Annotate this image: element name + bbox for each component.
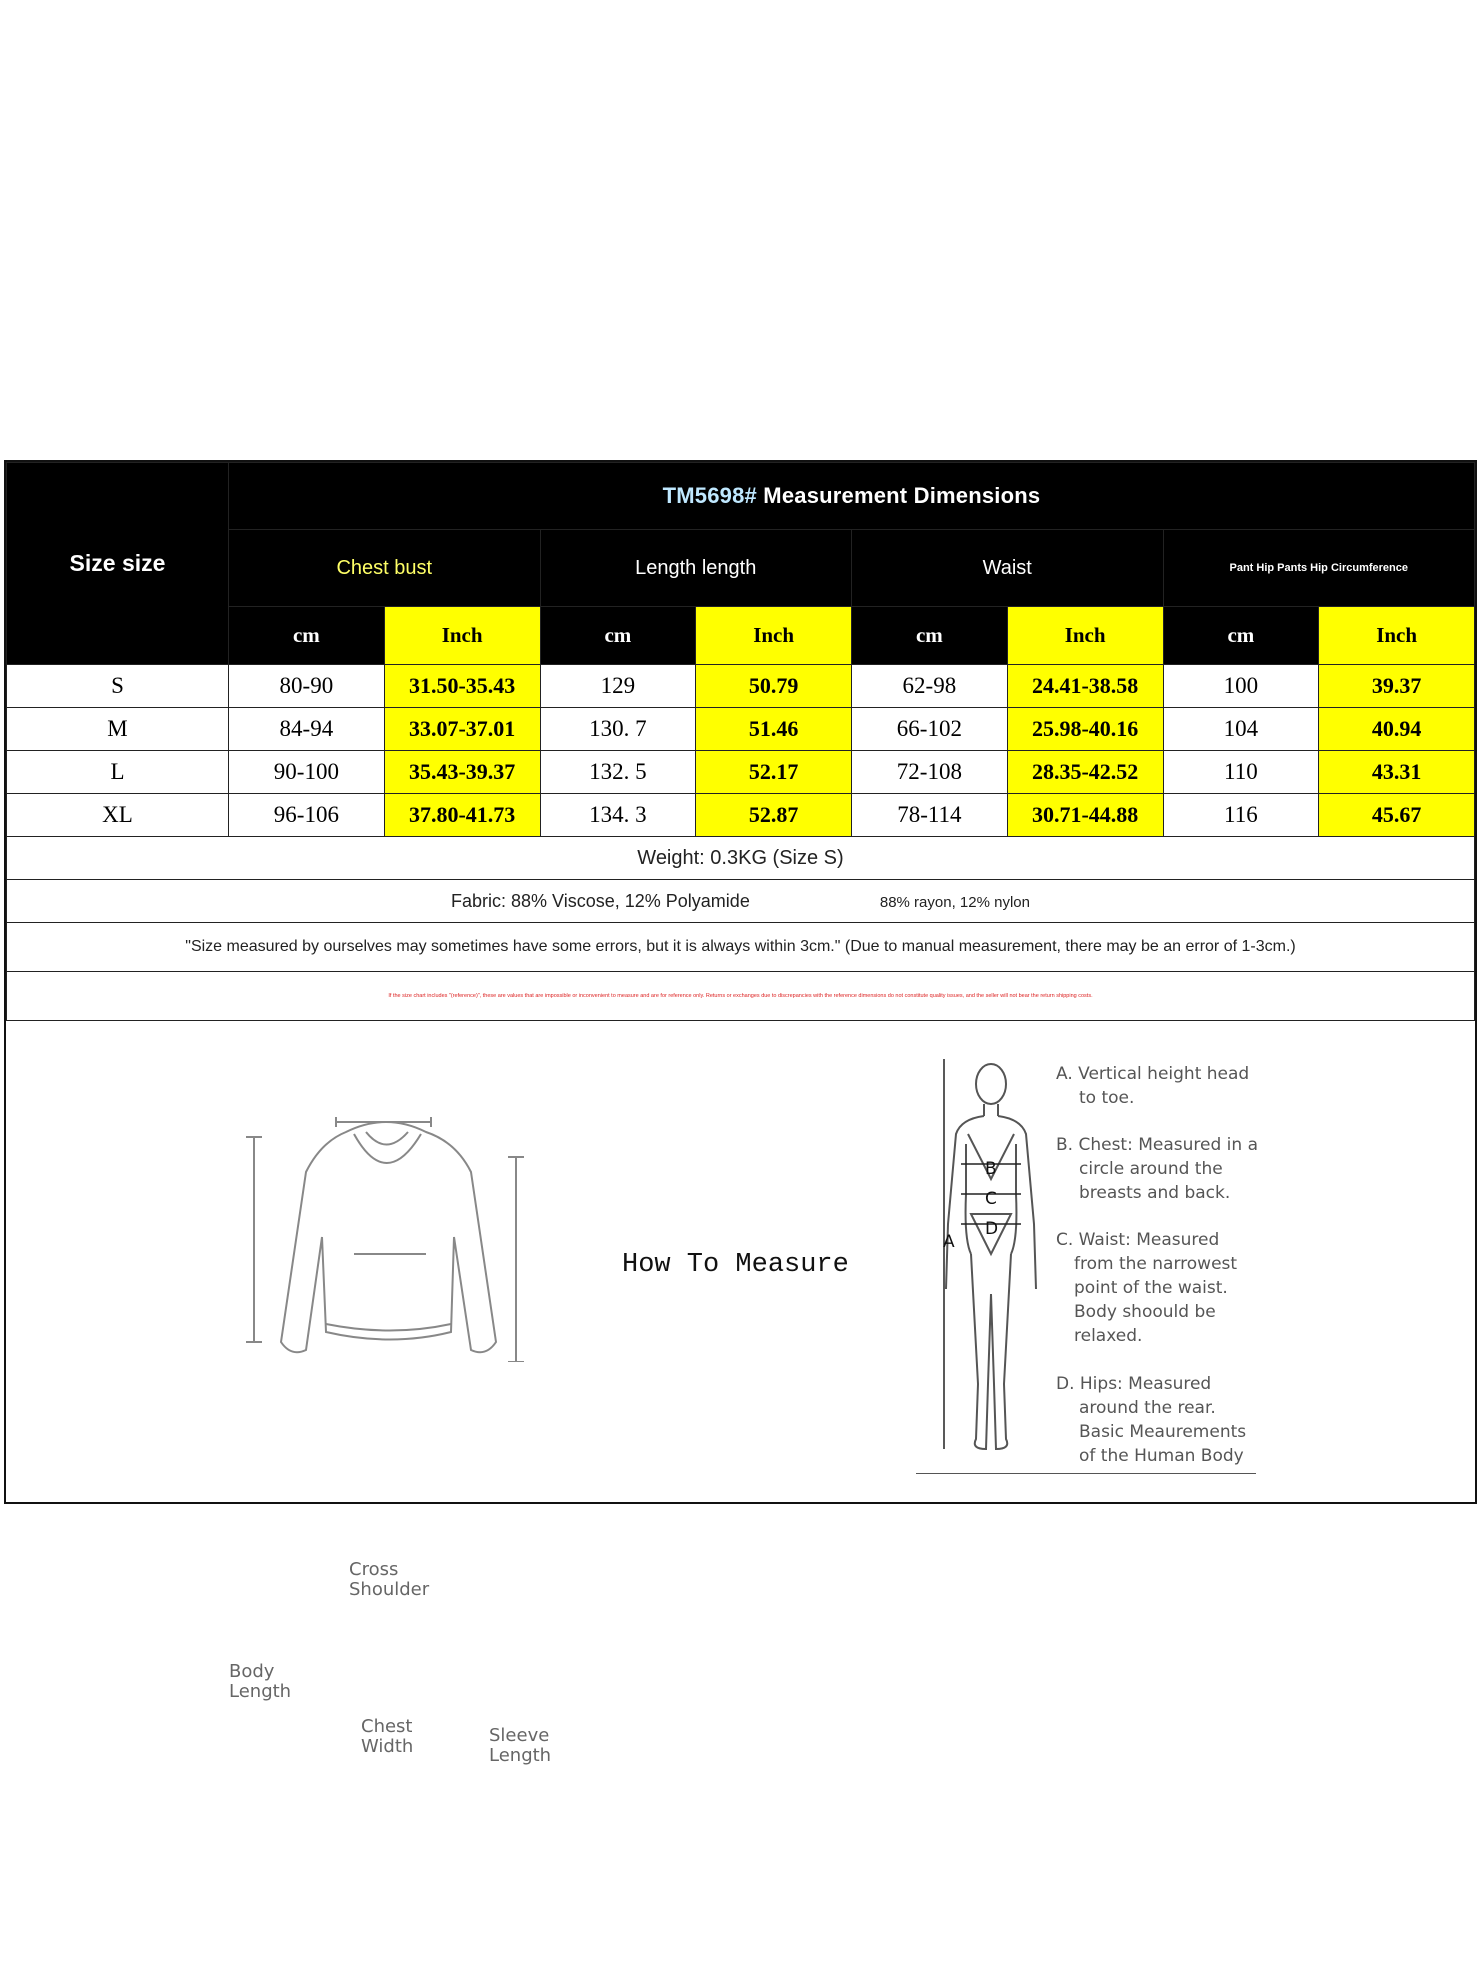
- table-cell: 52.87: [696, 794, 852, 837]
- fine-print: If the size chart includes "(reference)", these are values that are impossible or inconvenient to measure and are for reference only. Returns or exchanges due to discrepancies with the reference dimensions do not constitute quality issues, and the seller will not bear the return shipping costs.: [7, 972, 1475, 1021]
- legend-d: D. Hips: Measured around the rear. Basic Meaurements of the Human Body: [1056, 1374, 1247, 1466]
- group-waist: Waist: [852, 530, 1164, 607]
- size-label: S: [7, 665, 229, 708]
- figure-letter-c: C: [985, 1189, 997, 1209]
- table-cell: 84-94: [229, 708, 385, 751]
- label-sleeve-length: Sleeve Length: [489, 1725, 552, 1766]
- table-cell: 72-108: [852, 751, 1008, 794]
- unit-cell: Inch: [384, 607, 540, 665]
- size-label: L: [7, 751, 229, 794]
- size-header: Size size: [7, 463, 229, 665]
- table-cell: 50.79: [696, 665, 852, 708]
- table-cell: 104: [1163, 708, 1319, 751]
- unit-cell: cm: [1163, 607, 1319, 665]
- table-cell: 80-90: [229, 665, 385, 708]
- legend-a: A. Vertical height head to toe.: [1056, 1064, 1250, 1108]
- table-cell: 96-106: [229, 794, 385, 837]
- figure-letter-a: A: [943, 1232, 955, 1252]
- table-cell: 31.50-35.43: [384, 665, 540, 708]
- table-cell: 129: [540, 665, 696, 708]
- table-cell: 100: [1163, 665, 1319, 708]
- unit-cell: Inch: [1007, 607, 1163, 665]
- group-hip: Pant Hip Pants Hip Circumference: [1163, 530, 1475, 607]
- size-label: M: [7, 708, 229, 751]
- group-chest: Chest bust: [229, 530, 541, 607]
- label-chest-width: Chest Width: [361, 1716, 414, 1757]
- legend-b: B. Chest: Measured in a circle around the breasts and back.: [1056, 1135, 1258, 1203]
- table-cell: 130. 7: [540, 708, 696, 751]
- table-cell: 24.41-38.58: [1007, 665, 1163, 708]
- unit-cell: cm: [229, 607, 385, 665]
- table-cell: 52.17: [696, 751, 852, 794]
- table-cell: 37.80-41.73: [384, 794, 540, 837]
- table-cell: 25.98-40.16: [1007, 708, 1163, 751]
- unit-cell: Inch: [696, 607, 852, 665]
- how-to-measure-heading: How To Measure: [622, 1250, 849, 1280]
- size-chart: [4, 460, 1477, 1766]
- label-body-length: Body Length: [229, 1661, 292, 1702]
- group-length: Length length: [540, 530, 852, 607]
- table-cell: 62-98: [852, 665, 1008, 708]
- label-cross-shoulder: Cross Shoulder: [349, 1559, 430, 1600]
- figure-letter-b: B: [985, 1159, 997, 1179]
- table-cell: 110: [1163, 751, 1319, 794]
- table-row: [7, 751, 1475, 794]
- garment-diagram: [226, 1062, 566, 1362]
- table-cell: 28.35-42.52: [1007, 751, 1163, 794]
- table-cell: 66-102: [852, 708, 1008, 751]
- table-row: [7, 708, 1475, 751]
- table-cell: 33.07-37.01: [384, 708, 540, 751]
- table-cell: 39.37: [1319, 665, 1475, 708]
- weight-note: Weight: 0.3KG (Size S): [7, 837, 1475, 880]
- table-cell: 132. 5: [540, 751, 696, 794]
- table-cell: 43.31: [1319, 751, 1475, 794]
- table-cell: 116: [1163, 794, 1319, 837]
- table-cell: 40.94: [1319, 708, 1475, 751]
- unit-cell: cm: [852, 607, 1008, 665]
- table-cell: 35.43-39.37: [384, 751, 540, 794]
- unit-cell: cm: [540, 607, 696, 665]
- table-cell: 45.67: [1319, 794, 1475, 837]
- table-row: [7, 794, 1475, 837]
- size-label: XL: [7, 794, 229, 837]
- size-table: [6, 462, 1475, 1021]
- unit-cell: Inch: [1319, 607, 1475, 665]
- table-cell: 90-100: [229, 751, 385, 794]
- disclaimer-note: "Size measured by ourselves may sometimes have some errors, but it is always within 3cm." (Due to manual measurement, there may be an error of 1-3cm.): [7, 923, 1475, 972]
- figure-letter-d: D: [985, 1219, 999, 1239]
- table-title: TM5698# Measurement Dimensions: [229, 463, 1475, 530]
- legend-c: C. Waist: Measured from the narrowest point of the waist. Body shoould be relaxed.: [1056, 1230, 1238, 1346]
- table-cell: 30.71-44.88: [1007, 794, 1163, 837]
- table-row: [7, 665, 1475, 708]
- table-cell: 78-114: [852, 794, 1008, 837]
- fabric-note: Fabric: 88% Viscose, 12% Polyamide 88% rayon, 12% nylon: [7, 880, 1475, 923]
- table-cell: 134. 3: [540, 794, 696, 837]
- table-cell: 51.46: [696, 708, 852, 751]
